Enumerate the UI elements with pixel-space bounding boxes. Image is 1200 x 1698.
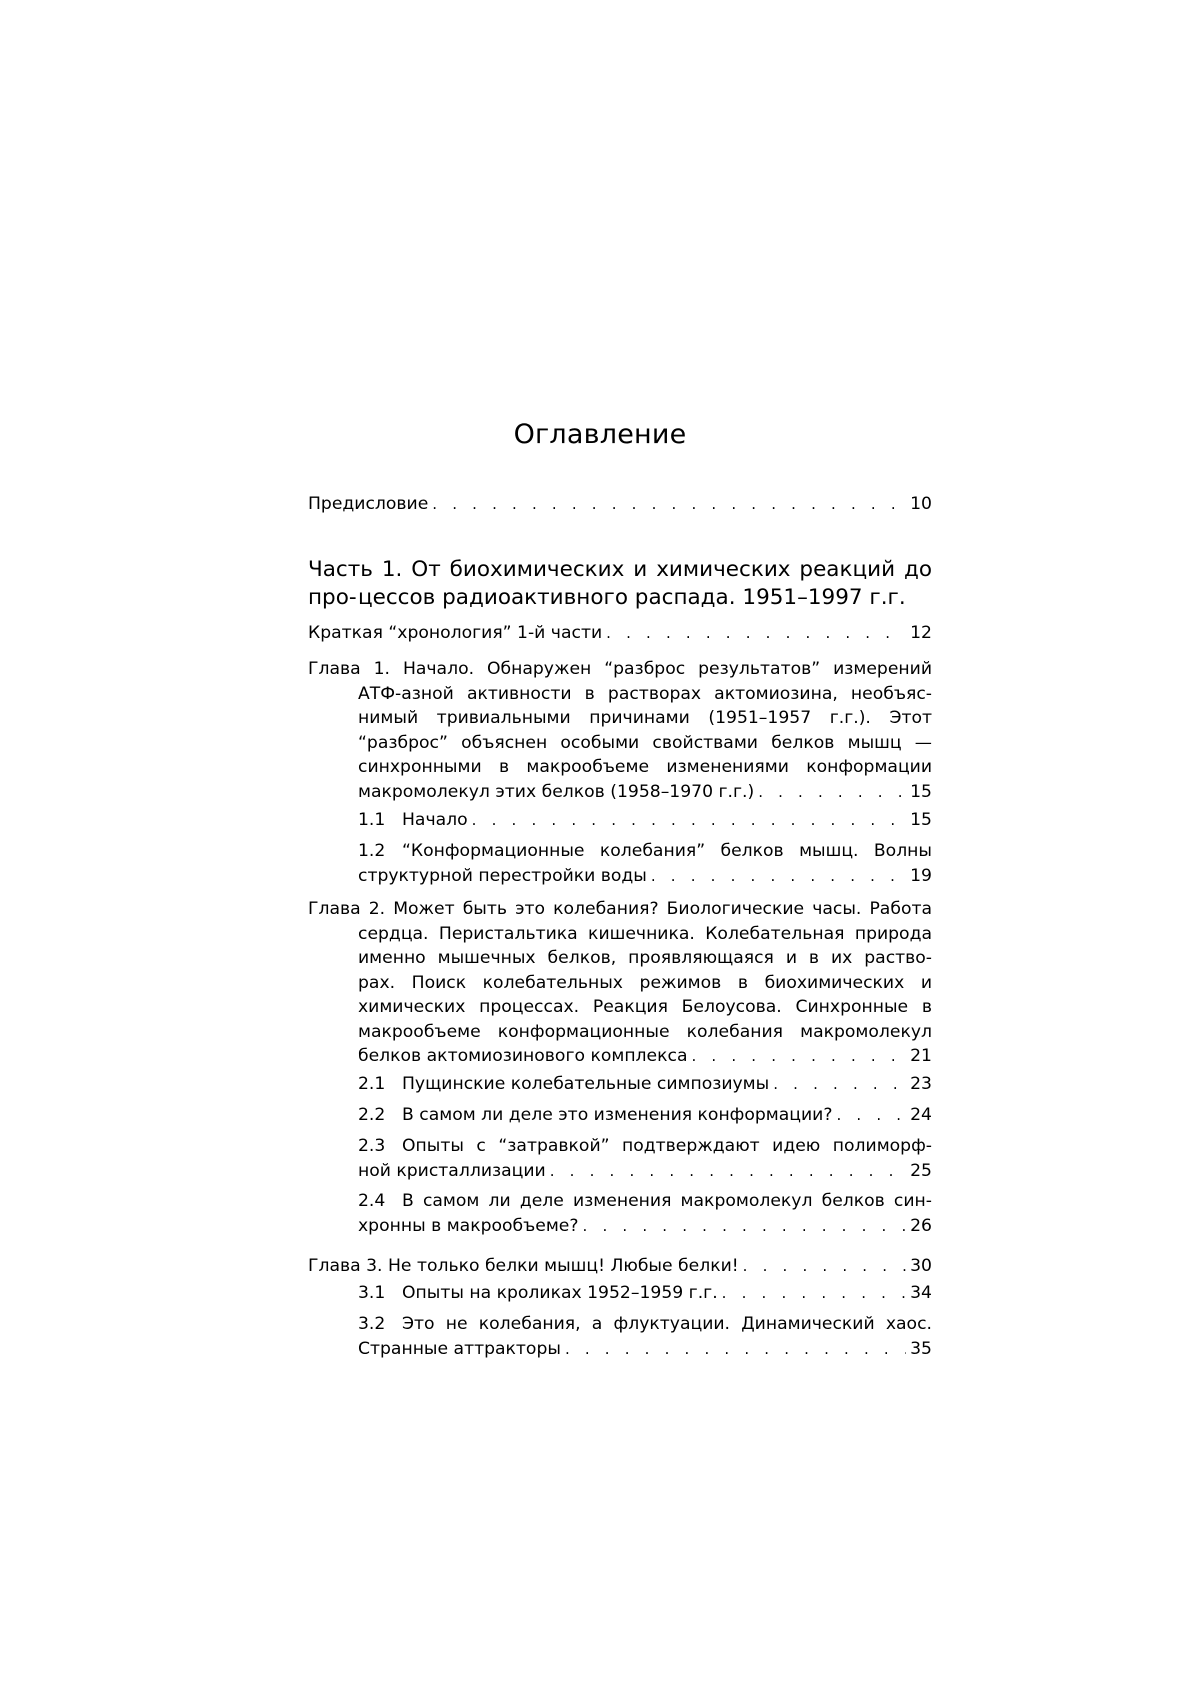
toc-section-3-2[interactable] xyxy=(308,1312,932,1361)
section-title: В самом ли деле изменения макромолекул белков син- xyxy=(402,1191,932,1211)
section-title: В самом ли деле это изменения конформации? xyxy=(402,1105,833,1125)
toc-section-3-1[interactable] xyxy=(308,1281,932,1306)
page-number: 21 xyxy=(910,1046,932,1066)
page-number: 23 xyxy=(910,1074,932,1094)
chapter-title-line: Глава 3. Не только белки мышц! Любые белки! xyxy=(308,1256,739,1276)
page-number: 26 xyxy=(910,1215,932,1236)
chapter-title-line: сердца. Перистальтика кишечника. Колебательная природа xyxy=(358,923,932,944)
page-number: 15 xyxy=(910,810,932,830)
leader-dots xyxy=(583,1214,907,1239)
section-number: 1.1 xyxy=(358,810,386,830)
section-title: структурной перестройки воды xyxy=(358,865,647,886)
page-number: 19 xyxy=(910,865,932,886)
chapter-title-line: Глава 2. Может быть это колебания? Биологические часы. Работа xyxy=(308,899,932,919)
toc-entry-title: Краткая “хронология” 1-й части xyxy=(308,623,603,643)
section-number: 2.1 xyxy=(358,1074,386,1094)
part-title-line-1: Часть 1. От биохимических и химических реакций до про- xyxy=(308,557,932,610)
toc-part-1[interactable] xyxy=(308,556,932,612)
chapter-title-line: синхронными в макрообъеме изменениями конформации xyxy=(358,757,932,777)
leader-dots xyxy=(691,1044,906,1069)
section-title: ной кристаллизации xyxy=(358,1160,546,1181)
leader-dots xyxy=(472,808,906,833)
toc-chapter-3[interactable] xyxy=(308,1254,932,1279)
toc-section-2-1[interactable] xyxy=(308,1072,932,1097)
page-number: 34 xyxy=(910,1283,932,1303)
toc-entry-preface[interactable] xyxy=(308,492,932,517)
page-number: 35 xyxy=(910,1338,932,1359)
leader-dots xyxy=(836,1103,906,1128)
chapter-title-line: “разброс” объяснен особыми свойствами белков мышц — xyxy=(358,732,932,753)
toc-section-2-2[interactable] xyxy=(308,1103,932,1128)
chapter-title-line: именно мышечных белков, проявляющаяся и в их раство- xyxy=(358,948,932,968)
chapter-title-line: макрообъеме конформационные колебания макромолекул xyxy=(358,1021,932,1042)
section-number: 3.1 xyxy=(358,1283,386,1303)
leader-dots xyxy=(606,621,906,646)
section-number: 3.2 xyxy=(358,1314,386,1334)
chapter-title-line: рах. Поиск колебательных режимов в биохимических и xyxy=(358,972,932,993)
toc-section-2-4[interactable] xyxy=(308,1189,932,1238)
page-number: 12 xyxy=(910,623,932,643)
section-number: 2.2 xyxy=(358,1105,386,1125)
chapter-title-line: нимый тривиальными причинами (1951–1957 г.г.). Этот xyxy=(358,708,932,728)
page-number: 25 xyxy=(910,1160,932,1181)
page-number: 15 xyxy=(910,781,932,802)
toc-section-1-2[interactable] xyxy=(308,839,932,888)
chapter-title-line: химических процессах. Реакция Белоусова. Синхронные в xyxy=(358,997,932,1017)
page-number: 24 xyxy=(910,1105,932,1125)
part-title-line-2: цессов радиоактивного распада. 1951–1997 г.г. xyxy=(358,585,906,610)
chapter-title-line: белков актомиозинового комплекса xyxy=(358,1046,688,1066)
toc-entry-chronology[interactable] xyxy=(308,621,932,646)
leader-dots xyxy=(722,1281,906,1306)
leader-dots xyxy=(565,1337,906,1362)
leader-dots xyxy=(773,1072,906,1097)
toc-chapter-2[interactable] xyxy=(308,897,932,1069)
toc-chapter-1[interactable] xyxy=(308,657,932,804)
section-title: “Конформационные колебания” белков мышц. Волны xyxy=(402,841,932,861)
page-number: 10 xyxy=(910,494,932,514)
leader-dots xyxy=(743,1254,906,1279)
leader-dots xyxy=(550,1159,906,1184)
section-title: Опыты с “затравкой” подтверждают идею полиморф- xyxy=(402,1136,932,1156)
leader-dots xyxy=(651,864,906,889)
section-number: 2.3 xyxy=(358,1136,386,1156)
section-number: 2.4 xyxy=(358,1191,386,1211)
chapter-title-line: макромолекул этих белков (1958–1970 г.г.) xyxy=(358,781,755,802)
section-title: Это не колебания, а флуктуации. Динамический хаос. xyxy=(402,1314,932,1334)
chapter-title-line: Глава 1. Начало. Обнаружен “разброс результатов” измерений xyxy=(308,659,932,679)
section-title: хронны в макрообъеме? xyxy=(358,1215,579,1236)
toc-section-1-1[interactable] xyxy=(308,808,932,833)
leader-dots xyxy=(432,492,906,517)
page-title: Оглавление xyxy=(513,419,687,450)
leader-dots xyxy=(758,780,906,805)
toc-entry-title: Предисловие xyxy=(308,494,429,514)
section-title: Пущинские колебательные симпозиумы xyxy=(402,1074,770,1094)
toc-section-2-3[interactable] xyxy=(308,1134,932,1183)
page-number: 30 xyxy=(910,1256,932,1276)
chapter-title-line: АТФ-азной активности в растворах актомиозина, необъяс- xyxy=(358,683,932,704)
section-number: 1.2 xyxy=(358,841,386,861)
section-title: Опыты на кроликах 1952–1959 г.г. xyxy=(402,1283,718,1303)
section-title: Начало xyxy=(402,810,468,830)
section-title: Странные аттракторы xyxy=(358,1338,561,1359)
